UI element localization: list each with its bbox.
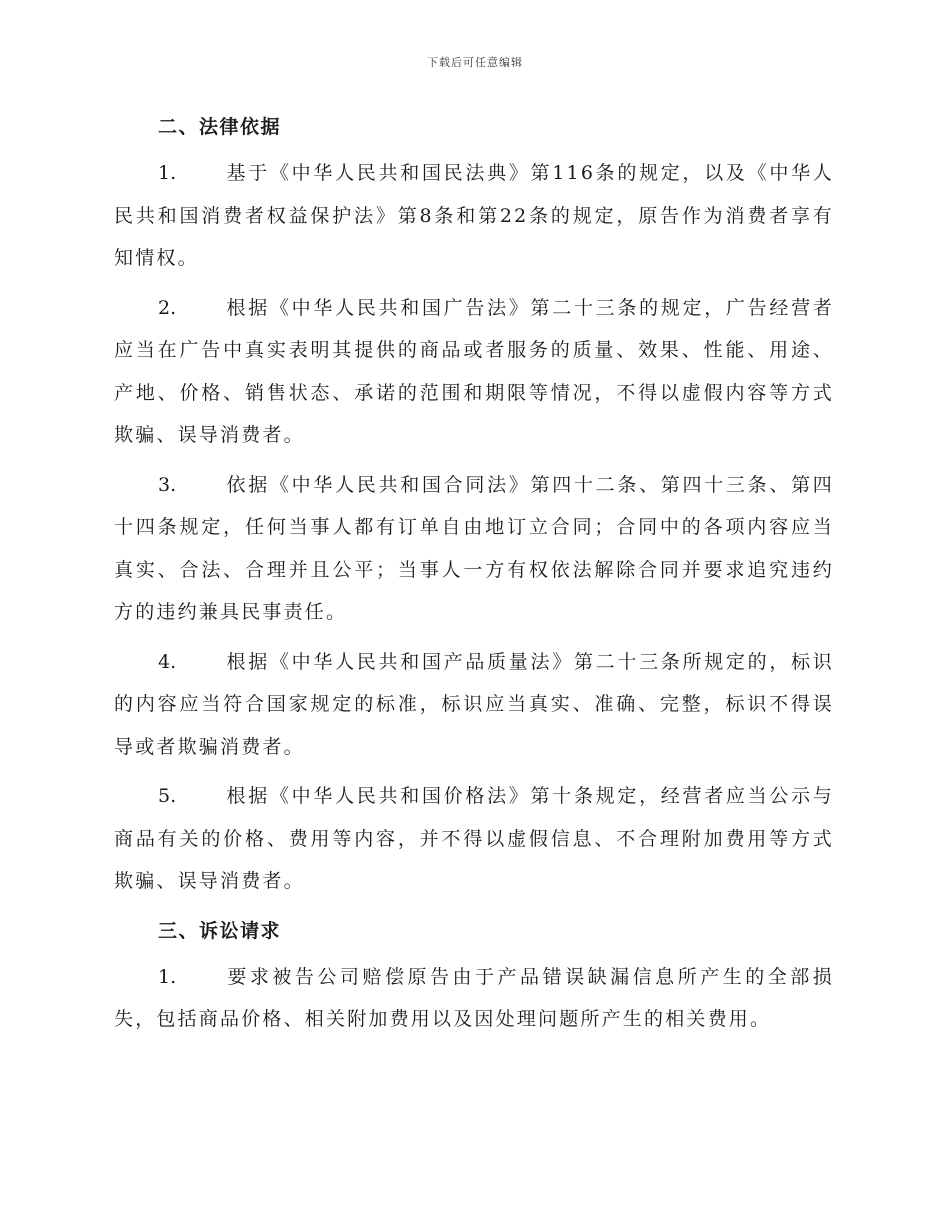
legal-basis-item-4 <box>114 641 834 769</box>
legal-basis-item-3 <box>114 464 834 634</box>
item-number: 3. <box>158 473 177 496</box>
item-number: 1. <box>158 965 177 988</box>
item-number: 1. <box>158 162 177 184</box>
item-text: 基于《中华人民共和国民法典》第116条的规定，以及《中华人民共和国消费者权益保护法》第8条和第22条的规定，原告作为消费者享有知情权。 <box>114 162 834 269</box>
section-heading-legal-basis: 二、法律依据 <box>158 116 282 138</box>
legal-basis-item-2 <box>114 287 834 457</box>
item-text: 依据《中华人民共和国合同法》第四十二条、第四十三条、第四十四条规定，任何当事人都有订单自由地订立合同；合同中的各项内容应当真实、合法、合理并且公平；当事人一方有权依法解除合同并要求追究违约方的违约兼具民事责任。 <box>114 473 834 623</box>
item-text: 根据《中华人民共和国产品质量法》第二十三条所规定的，标识的内容应当符合国家规定的标准，标识应当真实、准确、完整，标识不得误导或者欺骗消费者。 <box>114 650 834 758</box>
claims-item-1 <box>114 956 834 1041</box>
item-number: 5. <box>158 785 177 807</box>
section-heading-claims: 三、诉讼请求 <box>158 919 282 942</box>
page-header: 下载后可任意编辑 <box>427 56 523 69</box>
legal-basis-item-5 <box>114 775 834 903</box>
item-text: 根据《中华人民共和国广告法》第二十三条的规定，广告经营者应当在广告中真实表明其提供的商品或者服务的质量、效果、性能、用途、产地、价格、销售状态、承诺的范围和期限等情况，不得以虚假内容等方式欺骗、误导消费者。 <box>114 296 834 446</box>
document-body <box>114 106 834 1048</box>
item-number: 2. <box>158 296 177 319</box>
item-text: 要求被告公司赔偿原告由于产品错误缺漏信息所产生的全部损失，包括商品价格、相关附加费用以及因处理问题所产生的相关费用。 <box>114 965 834 1030</box>
item-text: 根据《中华人民共和国价格法》第十条规定，经营者应当公示与商品有关的价格、费用等内容，并不得以虚假信息、不合理附加费用等方式欺骗、误导消费者。 <box>114 785 834 892</box>
item-number: 4. <box>158 650 177 673</box>
legal-basis-item-1 <box>114 152 834 280</box>
